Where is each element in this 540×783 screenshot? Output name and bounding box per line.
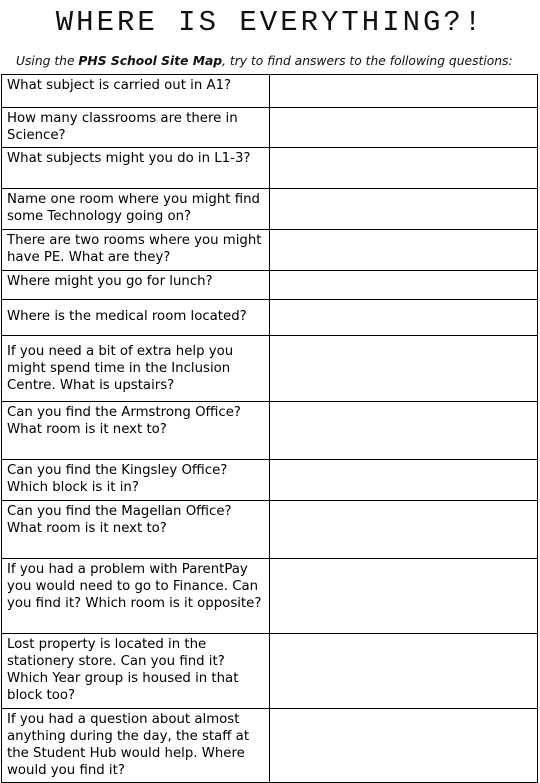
questions-table — [1, 74, 538, 783]
question-row — [2, 336, 538, 402]
answer-cell[interactable] — [270, 108, 538, 148]
question-row — [2, 300, 538, 336]
question-text: Name one room where you might find some Technology going on? — [2, 189, 270, 230]
question-text: How many classrooms are there in Science? — [2, 108, 270, 148]
answer-cell[interactable] — [270, 148, 538, 189]
instructions — [16, 54, 536, 68]
question-text: If you need a bit of extra help you might spend time in the Inclusion Centre. What is upstairs? — [2, 336, 270, 402]
worksheet-title: WHERE IS EVERYTHING?! — [55, 6, 485, 39]
question-row — [2, 559, 538, 634]
answer-cell[interactable] — [270, 634, 538, 709]
question-text: Can you find the Armstrong Office? What room is it next to? — [2, 402, 270, 460]
answer-cell[interactable] — [270, 75, 538, 108]
question-row — [2, 108, 538, 148]
question-row — [2, 189, 538, 230]
answer-cell[interactable] — [270, 709, 538, 783]
question-row — [2, 501, 538, 559]
question-text: If you had a question about almost anything during the day, the staff at the Student Hub would help. Where would you find it? — [2, 709, 270, 783]
question-row — [2, 460, 538, 501]
answer-cell[interactable] — [270, 336, 538, 402]
question-text: Can you find the Magellan Office? What room is it next to? — [2, 501, 270, 559]
answer-cell[interactable] — [270, 559, 538, 634]
instructions-pre: Using the — [16, 54, 79, 68]
question-row — [2, 75, 538, 108]
question-row — [2, 709, 538, 783]
question-row — [2, 148, 538, 189]
question-text: Can you find the Kingsley Office? Which block is it in? — [2, 460, 270, 501]
question-row — [2, 230, 538, 271]
answer-cell[interactable] — [270, 501, 538, 559]
question-row — [2, 271, 538, 300]
answer-cell[interactable] — [270, 230, 538, 271]
answer-cell[interactable] — [270, 402, 538, 460]
question-text: There are two rooms where you might have PE. What are they? — [2, 230, 270, 271]
answer-cell[interactable] — [270, 271, 538, 300]
instructions-post: , try to find answers to the following questions: — [222, 54, 513, 68]
question-text: Where might you go for lunch? — [2, 271, 270, 300]
answer-cell[interactable] — [270, 300, 538, 336]
question-row — [2, 634, 538, 709]
site-map-name: PHS School Site Map — [78, 54, 223, 68]
question-row — [2, 402, 538, 460]
answer-cell[interactable] — [270, 189, 538, 230]
question-text: What subject is carried out in A1? — [2, 75, 270, 108]
answer-cell[interactable] — [270, 460, 538, 501]
question-text: If you had a problem with ParentPay you would need to go to Finance. Can you find it? Which room is it opposite? — [2, 559, 270, 634]
question-text: What subjects might you do in L1-3? — [2, 148, 270, 189]
question-text: Where is the medical room located? — [2, 300, 270, 336]
question-text: Lost property is located in the stationery store. Can you find it? Which Year group is housed in that block too? — [2, 634, 270, 709]
